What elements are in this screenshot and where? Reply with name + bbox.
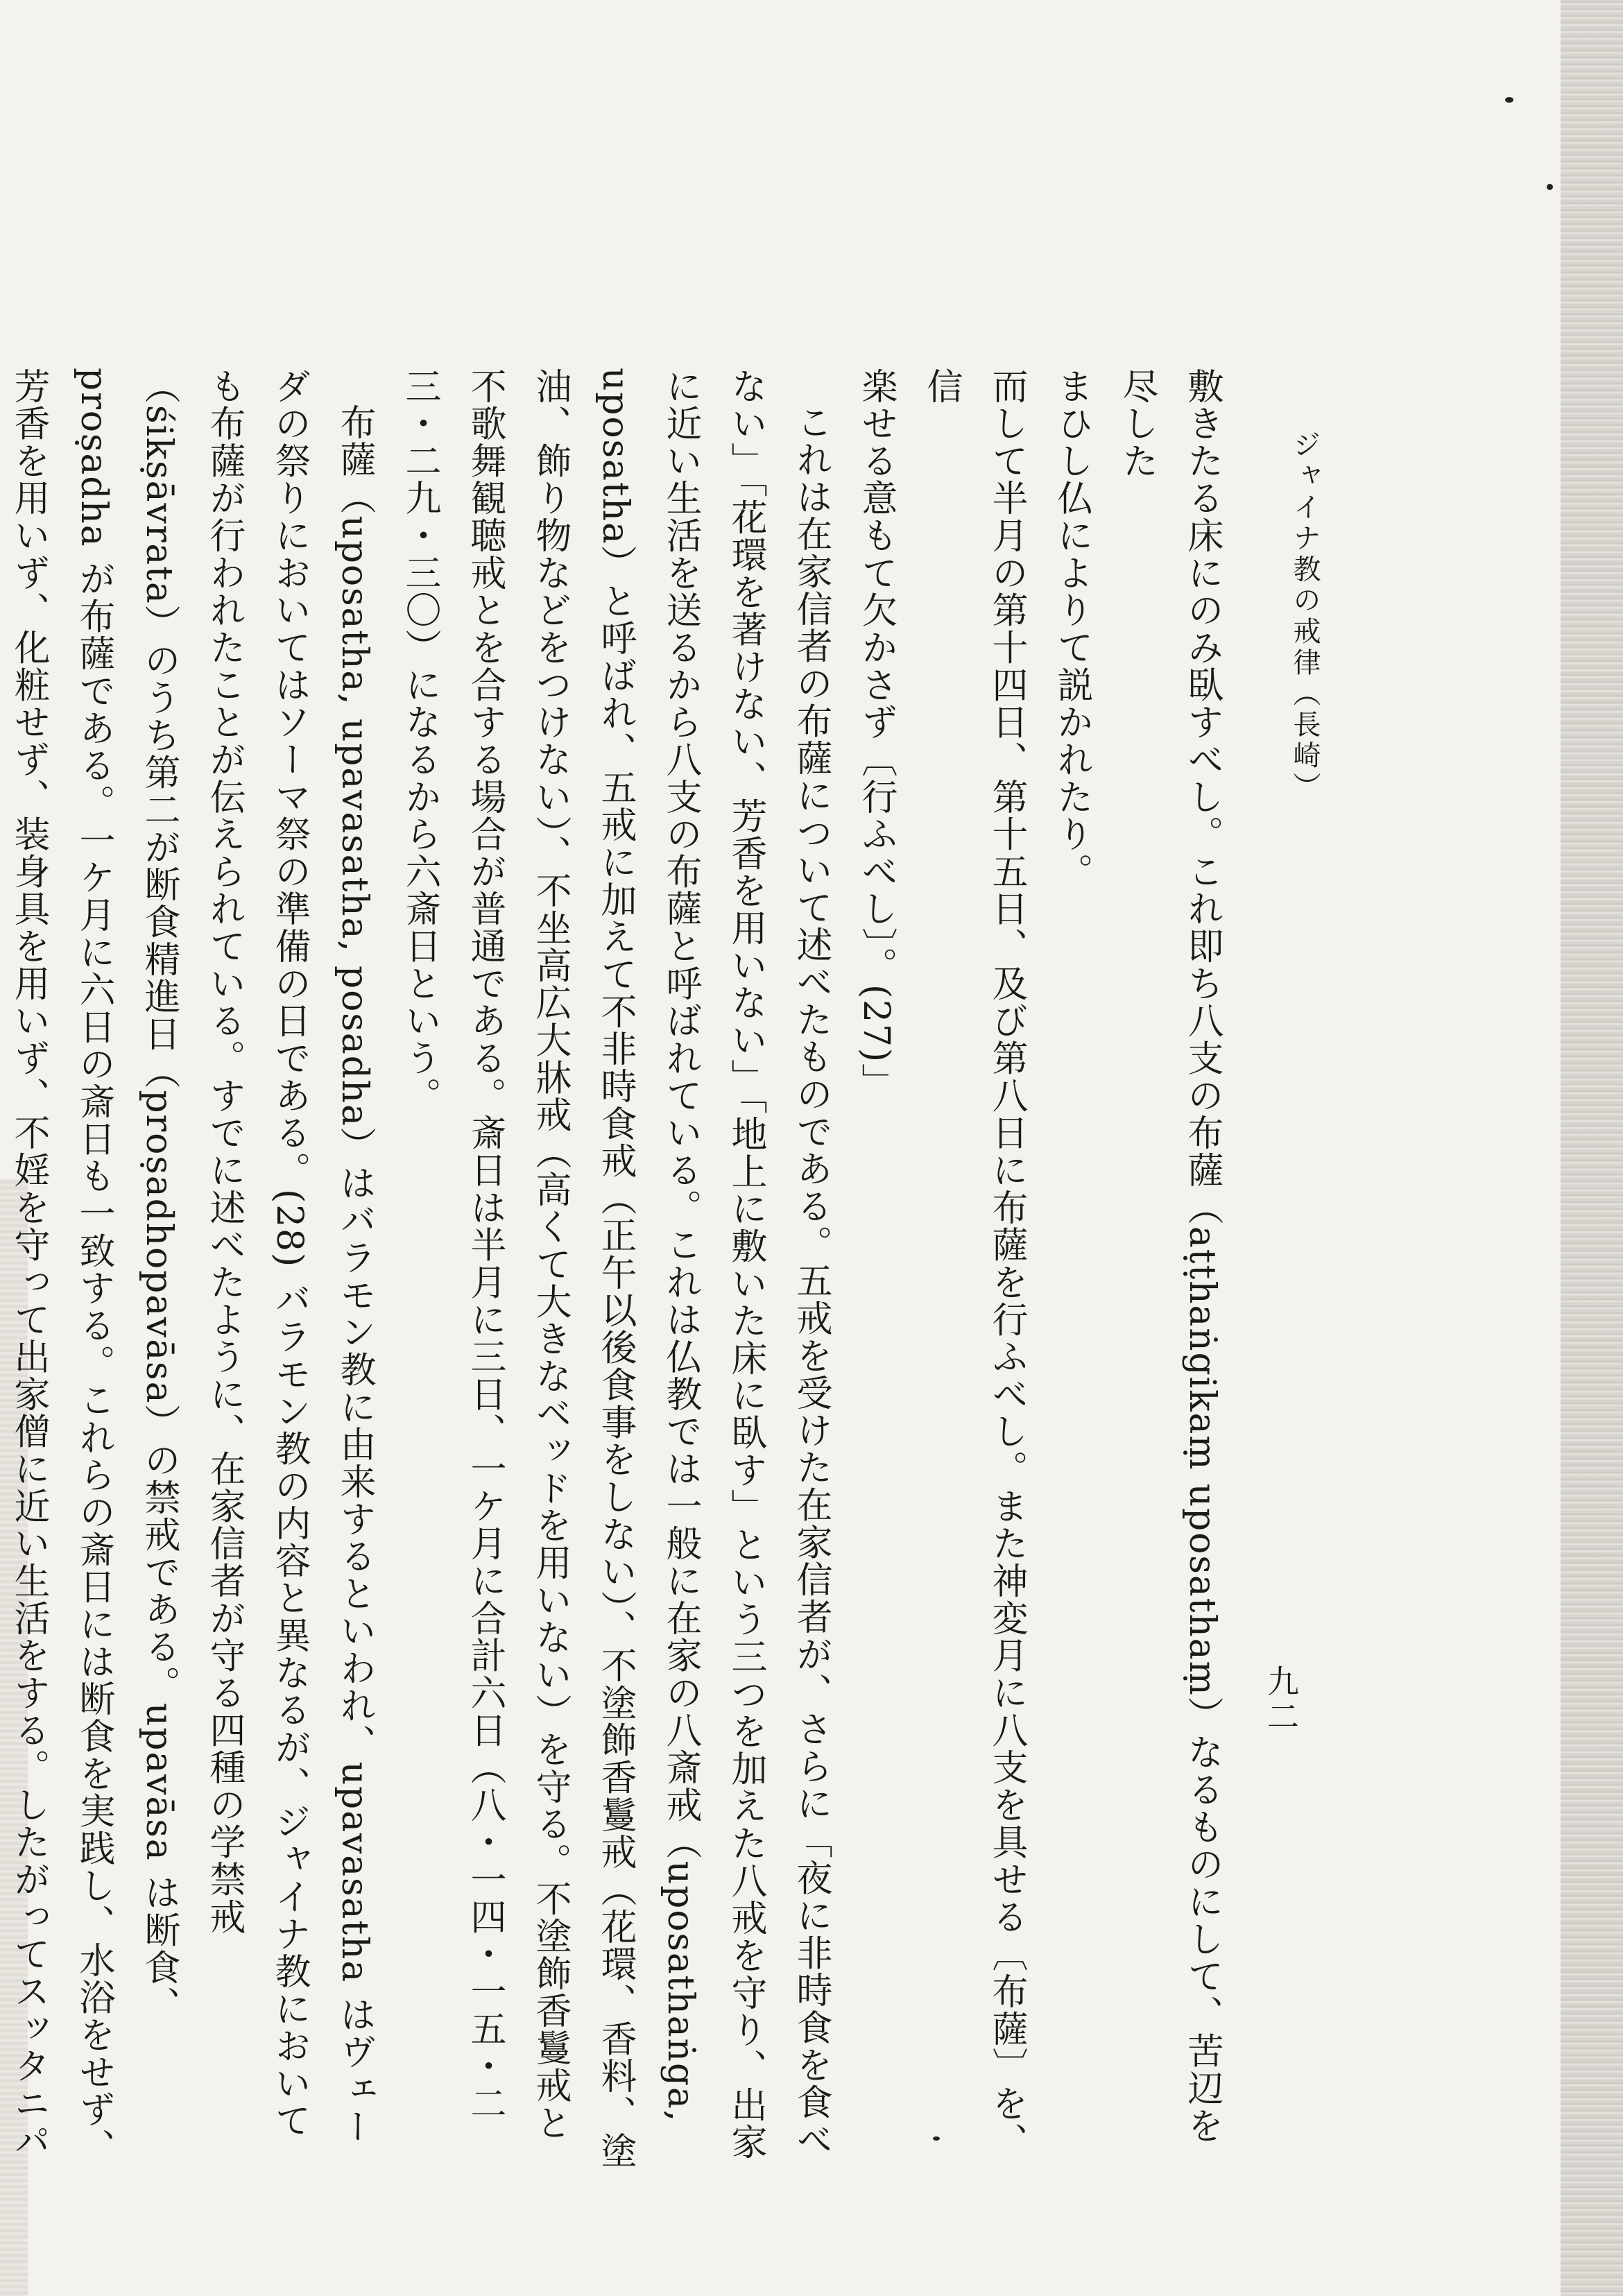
paragraph-2: 布薩（uposatha, upavasatha, posadha）はバラモン教に由来するといわれ、upavasatha はヴェーダの祭りにおいてはソーマ祭の準備の日である。(28) バラモン教の内容と異なるが、ジャイナ教においても布薩が行われたことが伝えられている。すでに述べたように、在家信者が守る四種の学禁戒（śikṣāvrata）のうち第二が断食精進日（proṣadhopavāsa）の禁戒である。upavāsa は断食、proṣadha が布薩である。一ケ月に六日の斎日も一致する。これらの斎日には断食を実践し、水浴をせず、芳香を用いず、化粧せず、装身具を用いず、不婬を守って出家僧に近い生活をする。したがってスッタニパ (8, 368, 375, 2166)
scan-speck (1547, 184, 1553, 190)
quote-line-4: 楽せる意もて欠かさず〔行ふべし〕。(27)」 (855, 368, 897, 1101)
quote-line-1: 敷きたる床にのみ臥すべし。これ即ち八支の布薩（aṭṭhaṅgikaṃ uposathaṃ）なるものにして、苦辺を尽した (1116, 368, 1223, 2145)
quote-line-2: まひし仏によりて説かれたり。 (1051, 368, 1092, 891)
paragraph-1: これは在家信者の布薩について述べたものである。五戒を受けた在家信者が、さらに「夜に非時食を食べない」「花環を著けない、芳香を用いない」「地上に敷いた床に臥す」という三つを加えた八戒を守り、出家に近い生活を送るから八支の布薩と呼ばれている。これは仏教では一般に在家の八斎戒（uposathaṅga, uposatha）と呼ばれ、五戒に加えて不非時食戒（正午以後食事をしない）、不塗飾香鬘戒（花環、香料、塗油、飾り物などをつけない）、不坐高広大牀戒（高くて大きなベッドを用いない）を守る。不塗飾香鬘戒と不歌舞観聴戒とを合する場合が普通である。斎日は半月に三日、一ケ月に合計六日（八・一四・一五・二三・二九・三〇）になるから六斎日という。 (399, 368, 832, 2170)
main-text (8, 368, 1235, 2171)
page-number: 九二 (1262, 1665, 1300, 1736)
scan-edge-right (1561, 0, 1623, 2296)
running-title: ジャイナ教の戒律（長崎） (1289, 430, 1321, 803)
scan-speck (1505, 97, 1513, 103)
quote-line-3: 而して半月の第十四日、第十五日、及び第八日に布薩を行ふべし。また神変月に八支を具せる〔布薩〕を、信 (920, 368, 1027, 2160)
